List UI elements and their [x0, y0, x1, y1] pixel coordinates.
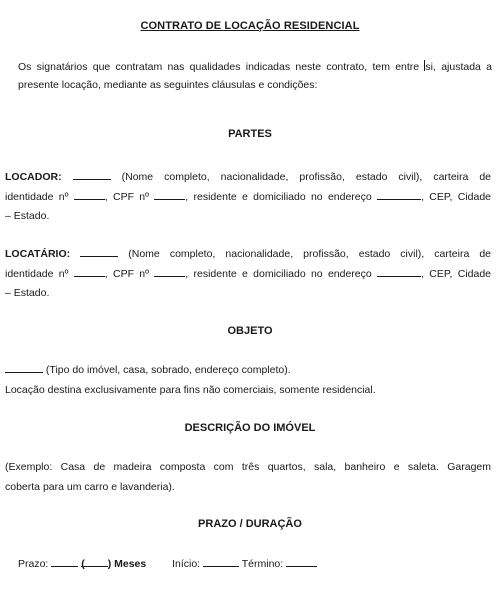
- prazo-number-blank[interactable]: [51, 557, 78, 567]
- locador-address-label: , residente e domiciliado no endereço: [185, 190, 372, 203]
- intro-line-1: [18, 58, 492, 76]
- section-heading-descricao: DESCRIÇÃO DO IMÓVEL: [184, 422, 316, 434]
- prazo-words-blank[interactable]: [81, 557, 108, 567]
- descricao-line-2: coberta para um carro e lavanderia).: [5, 480, 175, 493]
- locador-paragraph: [5, 168, 491, 227]
- locador-rg-blank[interactable]: [74, 190, 105, 200]
- inicio-blank[interactable]: [203, 557, 239, 567]
- prazo-line: [18, 557, 317, 570]
- locador-cep-label: , CEP, Cidade: [421, 190, 492, 203]
- locador-line-1: [5, 168, 491, 188]
- intro-line-2: presente locação, mediante as seguintes cláusulas e condições:: [18, 79, 318, 91]
- intro-paragraph[interactable]: [18, 58, 492, 94]
- document-title: CONTRATO DE LOCAÇÃO RESIDENCIAL: [140, 20, 360, 32]
- descricao-paragraph: [5, 458, 491, 497]
- inicio-label: Início:: [172, 558, 201, 570]
- locatario-cep-label: , CEP, Cidade: [421, 267, 492, 280]
- locatario-paragraph: [5, 245, 491, 304]
- locatario-address-blank[interactable]: [377, 267, 421, 277]
- intro-line-1-end: si, ajustada a: [425, 61, 492, 73]
- locador-cpf-label: , CPF nº: [104, 190, 149, 203]
- locatario-label: LOCATÁRIO:: [5, 248, 71, 260]
- section-heading-prazo: PRAZO / DURAÇÃO: [198, 518, 302, 530]
- locador-line-1-text: (Nome completo, nacionalidade, profissão, estado civil), carteira de: [121, 171, 492, 183]
- locatario-address-label: , residente e domiciliado no endereço: [185, 267, 372, 280]
- locatario-rg-blank[interactable]: [74, 267, 105, 277]
- locatario-cpf-label: , CPF nº: [104, 267, 149, 280]
- objeto-line-1: [5, 361, 491, 381]
- prazo-open-paren: (: [81, 558, 85, 570]
- locatario-line-3: – Estado.: [5, 287, 50, 299]
- locador-rg-label: identidade nº: [5, 190, 69, 203]
- locador-cpf-blank[interactable]: [154, 190, 185, 200]
- termino-label: Término:: [241, 558, 284, 570]
- section-heading-partes: PARTES: [228, 128, 272, 140]
- objeto-line-1-text: (Tipo do imóvel, casa, sobrado, endereço completo).: [45, 364, 291, 376]
- locador-line-2: [5, 188, 491, 208]
- locador-address-blank[interactable]: [377, 190, 421, 200]
- locatario-line-2: [5, 265, 491, 285]
- objeto-type-blank[interactable]: [5, 363, 43, 373]
- locatario-name-blank[interactable]: [80, 247, 118, 257]
- objeto-paragraph: [5, 361, 491, 400]
- locador-name-blank[interactable]: [73, 170, 111, 180]
- descricao-line-1: (Exemplo: Casa de madeira composta com três quartos, sala, banheiro e saleta. Garagem: [5, 461, 491, 473]
- termino-blank[interactable]: [286, 557, 317, 567]
- locador-line-3: – Estado.: [5, 210, 50, 222]
- objeto-line-2: Locação destina exclusivamente para fins não comerciais, somente residencial.: [5, 383, 376, 396]
- prazo-label: Prazo:: [18, 558, 49, 570]
- locador-label: LOCADOR:: [5, 171, 62, 183]
- intro-line-1-start: Os signatários que contratam nas qualidades indicadas neste contrato, tem entre: [18, 61, 425, 73]
- locatario-rg-label: identidade nº: [5, 267, 69, 280]
- locatario-line-1-text: (Nome completo, nacionalidade, profissão, estado civil), carteira de: [128, 248, 492, 260]
- section-heading-objeto: OBJETO: [227, 325, 273, 337]
- prazo-meses-label: ) Meses: [107, 558, 147, 570]
- locatario-cpf-blank[interactable]: [154, 267, 185, 277]
- locatario-line-1: [5, 245, 491, 265]
